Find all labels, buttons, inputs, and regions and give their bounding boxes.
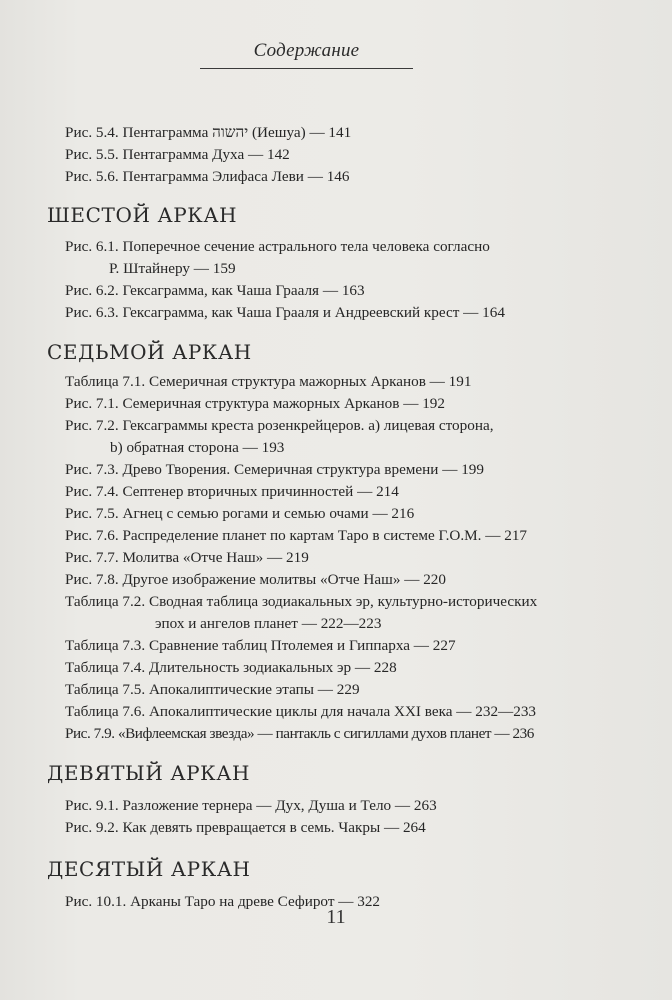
toc-entry-continuation: эпох и ангелов планет — 222—223	[155, 615, 382, 632]
toc-entry-continuation: Р. Штайнеру — 159	[109, 260, 236, 277]
toc-entry: Рис. 7.8. Другое изображение молитвы «Отче Наш» — 220	[65, 571, 446, 588]
toc-entry: Рис. 7.6. Распределение планет по картам Таро в системе Г.О.М. — 217	[65, 527, 528, 544]
section-heading: ДЕВЯТЫЙ АРКАН	[47, 761, 250, 785]
toc-entry: Таблица 7.2. Сводная таблица зодиакальных эр, культурно-исторических	[65, 593, 538, 610]
toc-entry: Рис. 7.4. Септенер вторичных причинностей — 214	[65, 483, 399, 500]
toc-entry: Рис. 5.6. Пентаграмма Элифаса Леви — 146	[65, 168, 350, 185]
header-divider	[200, 68, 413, 69]
section-heading: ШЕСТОЙ АРКАН	[47, 203, 238, 227]
toc-entry: Таблица 7.3. Сравнение таблиц Птолемея и Гиппарха — 227	[65, 637, 456, 654]
toc-entry: Таблица 7.5. Апокалиптические этапы — 229	[65, 681, 360, 698]
page-header-title: Содержание	[253, 40, 360, 61]
toc-entry: Рис. 9.1. Разложение тернера — Дух, Душа и Тело — 263	[65, 797, 437, 814]
toc-entry: Рис. 9.2. Как девять превращается в семь. Чакры — 264	[65, 819, 426, 836]
toc-entry: Рис. 5.4. Пентаграмма יהשוה (Иешуа) — 141	[65, 124, 352, 141]
page-number: 11	[326, 906, 346, 928]
toc-entry: Рис. 7.7. Молитва «Отче Наш» — 219	[65, 549, 309, 566]
toc-entry: Рис. 6.1. Поперечное сечение астрального тела человека согласно	[65, 238, 490, 255]
toc-entry: Рис. 6.2. Гексаграмма, как Чаша Грааля — 163	[65, 282, 365, 299]
toc-entry: Таблица 7.4. Длительность зодиакальных эр — 228	[65, 659, 397, 676]
toc-entry-continuation: b) обратная сторона — 193	[110, 439, 285, 456]
toc-entry: Таблица 7.1. Семеричная структура мажорных Арканов — 191	[65, 373, 472, 390]
toc-entry: Таблица 7.6. Апокалиптические циклы для начала XXI века — 232—233	[65, 703, 537, 720]
toc-entry: Рис. 7.5. Агнец с семью рогами и семью очами — 216	[65, 505, 415, 522]
toc-entry: Рис. 10.1. Арканы Таро на древе Сефирот — 322	[65, 893, 381, 910]
toc-entry: Рис. 6.3. Гексаграмма, как Чаша Грааля и Андреевский крест — 164	[65, 304, 505, 321]
section-heading: СЕДЬМОЙ АРКАН	[47, 340, 252, 364]
toc-entry: Рис. 7.3. Древо Творения. Семеричная структура времени — 199	[65, 461, 484, 478]
toc-entry: Рис. 7.2. Гексаграммы креста розенкрейцеров. а) лицевая сторона,	[65, 417, 494, 434]
toc-entry: Рис. 5.5. Пентаграмма Духа — 142	[65, 146, 290, 163]
toc-entry: Рис. 7.1. Семеричная структура мажорных Арканов — 192	[65, 395, 445, 412]
section-heading: ДЕСЯТЫЙ АРКАН	[47, 857, 251, 881]
toc-entry: Рис. 7.9. «Вифлеемская звезда» — пантакль с сигиллами духов планет — 236	[65, 725, 534, 742]
